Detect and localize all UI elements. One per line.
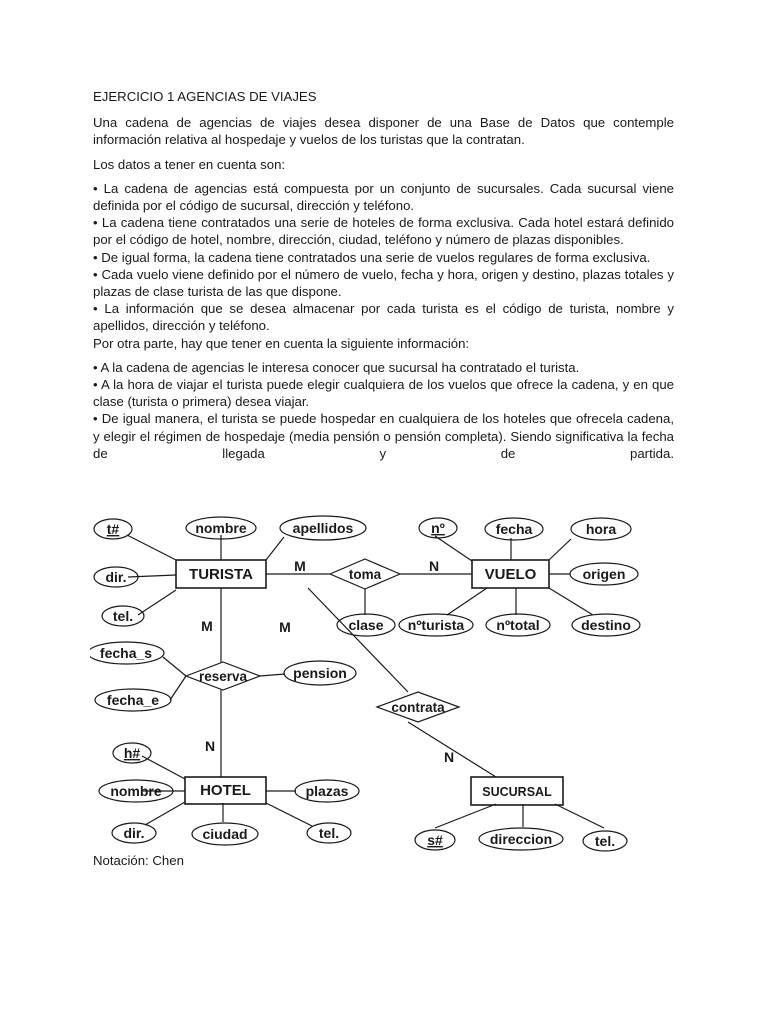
attr-hotel-id-label: h# (123, 745, 141, 761)
relationship-contrata (377, 692, 459, 722)
intro-paragraph: Una cadena de agencias de viajes desea disponer de una Base de Datos que contemple información relativa al hospedaje y vuelos de los turistas que la contratan. (93, 115, 674, 148)
attr-turista-dir-label: dir. (105, 569, 127, 585)
attr-hotel-id (113, 743, 151, 763)
attr-turista-nombre (186, 517, 256, 539)
attr-turista-tel-label: tel. (112, 608, 134, 624)
card-contrata-sucursal: N (443, 749, 455, 765)
other-item-hotel: • De igual manera, el turista se puede hospedar en cualquiera de los hoteles que ofrecela cadena, y elegir el régimen de hospedaje (media pensión o pensión completa). Siendo significativa la fecha de llegada y de partida. (93, 411, 674, 461)
attr-turista-tel (102, 606, 144, 626)
attr-vuelo-num (419, 518, 457, 538)
attr-vuelo-origen-label: origen (582, 566, 626, 582)
data-item-sucursales: • La cadena de agencias está compuesta por un conjunto de sucursales. Cada sucursal viene definida por el código de sucursal, dirección y teléfono. (93, 180, 674, 214)
entity-turista (176, 560, 266, 588)
relationship-contrata-label: contrata (391, 700, 445, 715)
attr-vuelo-hora-label: hora (585, 521, 617, 537)
attr-hotel-tel-label: tel. (318, 825, 340, 841)
other-heading: Por otra parte, hay que tener en cuenta la siguiente información: (93, 335, 470, 351)
data-heading: Los datos a tener en cuenta son: (93, 156, 286, 172)
attr-reserva-fecha-s-label: fecha_s (99, 645, 153, 661)
attr-hotel-dir-label: dir. (123, 825, 145, 841)
entity-sucursal-label: SUCURSAL (482, 785, 552, 799)
relationship-reserva-label: reserva (198, 669, 248, 684)
attr-toma-clase-label: clase (348, 617, 384, 633)
attr-vuelo-fecha (485, 518, 543, 540)
attr-sucursal-tel (583, 831, 627, 851)
relationship-reserva (186, 662, 260, 690)
attr-vuelo-nturista-label: nºturista (407, 617, 465, 633)
relationship-toma (330, 559, 400, 589)
attr-turista-id-label: t# (106, 521, 120, 537)
entity-vuelo (472, 560, 549, 588)
entity-vuelo-label: VUELO (484, 566, 537, 583)
attr-hotel-ciudad (192, 823, 258, 845)
attr-hotel-plazas-label: plazas (305, 783, 349, 799)
attr-reserva-pension-label: pension (293, 665, 347, 681)
attr-vuelo-nturista (399, 614, 473, 636)
attr-reserva-fecha-e (95, 689, 171, 711)
attr-sucursal-id-label: s# (427, 832, 443, 848)
notation-label: Notación: Chen (93, 853, 184, 868)
attr-vuelo-fecha-label: fecha (495, 521, 533, 537)
card-turista-toma: M (294, 558, 306, 574)
attr-turista-apellidos-label: apellidos (292, 520, 354, 536)
relationship-toma-label: toma (348, 567, 382, 582)
card-turista-reserva: M (201, 618, 213, 634)
attr-sucursal-tel-label: tel. (594, 833, 616, 849)
er-diagram (90, 515, 650, 853)
attr-reserva-fecha-e-label: fecha_e (106, 692, 160, 708)
attr-vuelo-destino-label: destino (581, 617, 631, 633)
entity-hotel (185, 777, 266, 804)
exercise-document (93, 88, 674, 462)
attr-vuelo-ntotal-label: nºtotal (496, 617, 540, 633)
attr-hotel-nombre-label: nombre (110, 783, 162, 799)
attr-vuelo-ntotal (486, 614, 550, 636)
attr-turista-id (94, 519, 132, 539)
data-item-vuelo-definicion: • Cada vuelo viene definido por el número de vuelo, fecha y hora, origen y destino, plazas totales y plazas de clase turista de las que dispone. (93, 266, 674, 300)
attr-turista-apellidos (280, 516, 366, 540)
attr-hotel-plazas (295, 780, 359, 802)
attr-vuelo-num-label: nº (431, 520, 445, 536)
data-item-vuelos: • De igual forma, la cadena tiene contratados una serie de vuelos regulares de forma exclusiva. (93, 249, 651, 265)
attr-sucursal-direccion-label: direccion (489, 831, 553, 847)
data-item-hoteles: • La cadena tiene contratados una serie de hoteles de forma exclusiva. Cada hotel estará definido por el código de hotel, nombre, dirección, ciudad, teléfono y número de plazas disponibles. (93, 215, 674, 248)
attr-vuelo-origen (570, 563, 638, 585)
attr-turista-nombre-label: nombre (195, 520, 247, 536)
other-item-vuelo: • A la hora de viajar el turista puede elegir cualquiera de los vuelos que ofrece la cadena, y en que clase (turista o primera) desea viajar. (93, 377, 674, 410)
attr-hotel-dir (112, 823, 156, 843)
data-item-turista: • La información que se desea almacenar por cada turista es el código de turista, nombre y apellidos, dirección y teléfono. (93, 301, 674, 334)
attr-sucursal-direccion (479, 828, 563, 850)
card-reserva-hotel: N (204, 738, 216, 754)
card-toma-vuelo: N (428, 558, 440, 574)
attr-vuelo-destino (572, 614, 640, 636)
card-turista-contrata: M (279, 619, 291, 635)
attr-vuelo-hora (571, 518, 631, 540)
other-item-sucursal: • A la cadena de agencias le interesa conocer que sucursal ha contratado el turista. (93, 359, 580, 375)
attr-reserva-pension (284, 661, 356, 685)
attr-toma-clase (337, 614, 395, 636)
attr-hotel-ciudad-label: ciudad (202, 826, 248, 842)
entity-sucursal (471, 777, 563, 805)
attr-sucursal-id (415, 830, 455, 850)
entity-hotel-label: HOTEL (200, 782, 251, 799)
attr-reserva-fecha-s (90, 642, 164, 664)
entity-turista-label: TURISTA (189, 566, 253, 583)
attr-hotel-tel (307, 823, 351, 843)
exercise-title: EJERCICIO 1 AGENCIAS DE VIAJES (93, 89, 317, 104)
